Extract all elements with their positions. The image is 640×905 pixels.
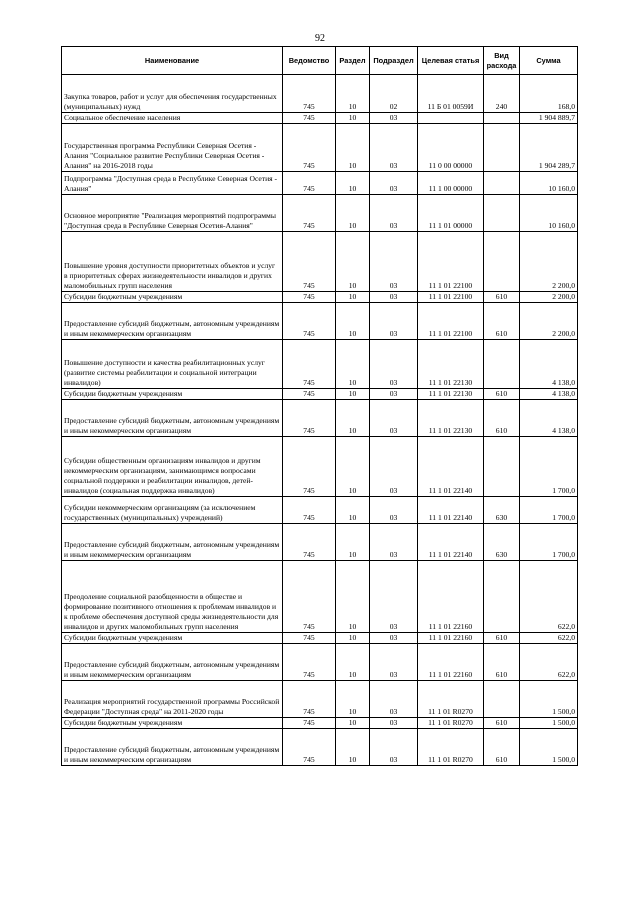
row-amount-cell: 2 200,0 xyxy=(520,292,578,303)
row-subsection-cell: 03 xyxy=(370,195,418,232)
row-target-article-cell: 11 1 01 R0270 xyxy=(418,681,484,718)
table-row xyxy=(62,292,578,303)
row-section-cell: 10 xyxy=(336,644,370,681)
row-section-cell: 10 xyxy=(336,729,370,766)
row-department-cell: 745 xyxy=(283,633,336,644)
row-target-article-cell: 11 1 01 22130 xyxy=(418,389,484,400)
row-expense-type-cell: 610 xyxy=(484,633,520,644)
row-subsection-cell: 03 xyxy=(370,389,418,400)
row-section-cell: 10 xyxy=(336,232,370,292)
row-section-cell: 10 xyxy=(336,389,370,400)
row-amount-cell: 10 160,0 xyxy=(520,172,578,195)
row-name-cell: Предоставление субсидий бюджетным, автономным учреждениям и иным некоммерческим организациям xyxy=(62,729,283,766)
table-row xyxy=(62,524,578,561)
table-row xyxy=(62,113,578,124)
row-expense-type-cell: 240 xyxy=(484,75,520,113)
row-department-cell: 745 xyxy=(283,340,336,389)
table-row xyxy=(62,497,578,524)
row-name-cell: Закупка товаров, работ и услуг для обеспечения государственных (муниципальных) нужд xyxy=(62,75,283,113)
row-expense-type-cell xyxy=(484,340,520,389)
row-name-cell: Субсидии некоммерческим организациям (за исключением государственных (муниципальных) учреждений) xyxy=(62,497,283,524)
row-department-cell: 745 xyxy=(283,232,336,292)
row-target-article-cell: 11 1 01 22140 xyxy=(418,524,484,561)
row-department-cell: 745 xyxy=(283,195,336,232)
table-header-row xyxy=(62,47,578,75)
row-amount-cell: 10 160,0 xyxy=(520,195,578,232)
row-section-cell: 10 xyxy=(336,172,370,195)
row-amount-cell: 1 904 289,7 xyxy=(520,124,578,172)
row-section-cell: 10 xyxy=(336,303,370,340)
row-expense-type-cell xyxy=(484,172,520,195)
row-amount-cell: 168,0 xyxy=(520,75,578,113)
row-name-cell: Реализация мероприятий государственной программы Российской Федерации "Доступная среда" на 2011-2020 годы xyxy=(62,681,283,718)
row-amount-cell: 1 700,0 xyxy=(520,497,578,524)
row-subsection-cell: 03 xyxy=(370,303,418,340)
row-section-cell: 10 xyxy=(336,437,370,497)
row-subsection-cell: 03 xyxy=(370,633,418,644)
row-department-cell: 745 xyxy=(283,644,336,681)
row-name-cell: Предоставление субсидий бюджетным, автономным учреждениям и иным некоммерческим организациям xyxy=(62,303,283,340)
row-name-cell: Субсидии бюджетным учреждениям xyxy=(62,633,283,644)
row-name-cell: Субсидии бюджетным учреждениям xyxy=(62,389,283,400)
row-section-cell: 10 xyxy=(336,400,370,437)
row-department-cell: 745 xyxy=(283,113,336,124)
row-department-cell: 745 xyxy=(283,437,336,497)
row-department-cell: 745 xyxy=(283,75,336,113)
row-subsection-cell: 03 xyxy=(370,172,418,195)
row-section-cell: 10 xyxy=(336,195,370,232)
row-name-cell: Повышение уровня доступности приоритетных объектов и услуг в приоритетных сферах жизнедеятельности инвалидов и других маломобильных групп населения xyxy=(62,232,283,292)
row-amount-cell: 1 500,0 xyxy=(520,681,578,718)
row-expense-type-cell: 610 xyxy=(484,644,520,681)
row-target-article-cell: 11 1 01 R0270 xyxy=(418,729,484,766)
row-name-cell: Государственная программа Республики Северная Осетия - Алания "Социальное развитие Республики Северная Осетия - Алания" на 2016-2018 годы xyxy=(62,124,283,172)
row-subsection-cell: 03 xyxy=(370,340,418,389)
table-row xyxy=(62,124,578,172)
table-row xyxy=(62,437,578,497)
row-section-cell: 10 xyxy=(336,524,370,561)
row-expense-type-cell: 630 xyxy=(484,524,520,561)
row-expense-type-cell xyxy=(484,232,520,292)
row-amount-cell: 622,0 xyxy=(520,561,578,633)
row-name-cell: Предоставление субсидий бюджетным, автономным учреждениям и иным некоммерческим организациям xyxy=(62,644,283,681)
row-section-cell: 10 xyxy=(336,292,370,303)
row-department-cell: 745 xyxy=(283,681,336,718)
row-subsection-cell: 03 xyxy=(370,644,418,681)
row-target-article-cell: 11 1 01 22100 xyxy=(418,303,484,340)
row-expense-type-cell: 610 xyxy=(484,400,520,437)
row-target-article-cell: 11 1 01 22130 xyxy=(418,340,484,389)
row-target-article-cell: 11 1 01 22130 xyxy=(418,400,484,437)
row-department-cell: 745 xyxy=(283,292,336,303)
row-department-cell: 745 xyxy=(283,303,336,340)
row-amount-cell: 2 200,0 xyxy=(520,303,578,340)
column-header-expense-type: Вид расхода xyxy=(484,47,520,75)
row-subsection-cell: 03 xyxy=(370,524,418,561)
row-section-cell: 10 xyxy=(336,633,370,644)
row-target-article-cell: 11 1 01 22160 xyxy=(418,633,484,644)
column-header-name: Наименование xyxy=(62,47,283,75)
row-amount-cell: 4 138,0 xyxy=(520,400,578,437)
row-expense-type-cell xyxy=(484,681,520,718)
row-department-cell: 745 xyxy=(283,124,336,172)
table-row xyxy=(62,172,578,195)
row-name-cell: Субсидии бюджетным учреждениям xyxy=(62,292,283,303)
row-expense-type-cell: 610 xyxy=(484,389,520,400)
row-subsection-cell: 03 xyxy=(370,400,418,437)
row-subsection-cell: 03 xyxy=(370,497,418,524)
row-name-cell: Субсидии бюджетным учреждениям xyxy=(62,718,283,729)
table-row xyxy=(62,232,578,292)
row-section-cell: 10 xyxy=(336,113,370,124)
row-expense-type-cell: 610 xyxy=(484,729,520,766)
row-subsection-cell: 03 xyxy=(370,113,418,124)
row-amount-cell: 622,0 xyxy=(520,644,578,681)
row-name-cell: Повышение доступности и качества реабилитационных услуг (развитие системы реабилитации и социальной интеграции инвалидов) xyxy=(62,340,283,389)
table-row xyxy=(62,633,578,644)
row-target-article-cell xyxy=(418,113,484,124)
column-header-department: Ведомство xyxy=(283,47,336,75)
row-target-article-cell: 11 1 01 22140 xyxy=(418,437,484,497)
row-name-cell: Субсидии общественным организациям инвалидов и другим некоммерческим организациям, занимающимся вопросами социальной поддержки и реабилитации инвалидов, детей-инвалидов (социальная поддержка инвалидов) xyxy=(62,437,283,497)
row-department-cell: 745 xyxy=(283,497,336,524)
table-row xyxy=(62,303,578,340)
row-subsection-cell: 03 xyxy=(370,561,418,633)
row-expense-type-cell: 610 xyxy=(484,718,520,729)
row-section-cell: 10 xyxy=(336,681,370,718)
row-expense-type-cell: 610 xyxy=(484,292,520,303)
table-row xyxy=(62,718,578,729)
row-subsection-cell: 03 xyxy=(370,681,418,718)
column-header-subsection: Подраздел xyxy=(370,47,418,75)
column-header-section: Раздел xyxy=(336,47,370,75)
row-name-cell: Преодоление социальной разобщенности в обществе и формирование позитивного отношения к проблемам инвалидов и к проблеме обеспечения доступной среды жизнедеятельности для инвалидов и других маломобильных групп населения xyxy=(62,561,283,633)
row-amount-cell: 4 138,0 xyxy=(520,340,578,389)
row-target-article-cell: 11 1 01 22100 xyxy=(418,292,484,303)
row-department-cell: 745 xyxy=(283,524,336,561)
row-target-article-cell: 11 1 01 22160 xyxy=(418,561,484,633)
table-body xyxy=(62,75,578,766)
row-target-article-cell: 11 1 01 22140 xyxy=(418,497,484,524)
row-expense-type-cell xyxy=(484,195,520,232)
budget-table xyxy=(61,46,578,766)
table-row xyxy=(62,729,578,766)
row-section-cell: 10 xyxy=(336,340,370,389)
row-subsection-cell: 02 xyxy=(370,75,418,113)
row-expense-type-cell xyxy=(484,437,520,497)
row-department-cell: 745 xyxy=(283,718,336,729)
row-subsection-cell: 03 xyxy=(370,292,418,303)
row-amount-cell: 1 700,0 xyxy=(520,437,578,497)
row-subsection-cell: 03 xyxy=(370,718,418,729)
row-amount-cell: 1 700,0 xyxy=(520,524,578,561)
table-row xyxy=(62,644,578,681)
row-subsection-cell: 03 xyxy=(370,729,418,766)
row-subsection-cell: 03 xyxy=(370,232,418,292)
row-expense-type-cell xyxy=(484,561,520,633)
table-row xyxy=(62,681,578,718)
row-target-article-cell: 11 1 01 R0270 xyxy=(418,718,484,729)
row-section-cell: 10 xyxy=(336,75,370,113)
row-amount-cell: 1 500,0 xyxy=(520,718,578,729)
row-department-cell: 745 xyxy=(283,561,336,633)
row-target-article-cell: 11 1 01 00000 xyxy=(418,195,484,232)
row-expense-type-cell xyxy=(484,124,520,172)
row-name-cell: Предоставление субсидий бюджетным, автономным учреждениям и иным некоммерческим организациям xyxy=(62,400,283,437)
row-section-cell: 10 xyxy=(336,561,370,633)
column-header-target-article: Целевая статья xyxy=(418,47,484,75)
row-section-cell: 10 xyxy=(336,718,370,729)
table-row xyxy=(62,400,578,437)
row-expense-type-cell: 630 xyxy=(484,497,520,524)
row-department-cell: 745 xyxy=(283,729,336,766)
row-name-cell: Основное мероприятие "Реализация мероприятий подпрограммы "Доступная среда в Республике Северная Осетия-Алания" xyxy=(62,195,283,232)
row-department-cell: 745 xyxy=(283,389,336,400)
row-subsection-cell: 03 xyxy=(370,437,418,497)
row-target-article-cell: 11 Б 01 0059И xyxy=(418,75,484,113)
row-amount-cell: 2 200,0 xyxy=(520,232,578,292)
column-header-amount: Сумма xyxy=(520,47,578,75)
row-amount-cell: 1 500,0 xyxy=(520,729,578,766)
row-target-article-cell: 11 1 01 22100 xyxy=(418,232,484,292)
row-name-cell: Подпрограмма "Доступная среда в Республике Северная Осетия - Алания" xyxy=(62,172,283,195)
table-row xyxy=(62,75,578,113)
row-target-article-cell: 11 1 01 22160 xyxy=(418,644,484,681)
row-name-cell: Предоставление субсидий бюджетным, автономным учреждениям и иным некоммерческим организациям xyxy=(62,524,283,561)
table-row xyxy=(62,389,578,400)
row-name-cell: Социальное обеспечение населения xyxy=(62,113,283,124)
row-section-cell: 10 xyxy=(336,124,370,172)
row-expense-type-cell: 610 xyxy=(484,303,520,340)
row-target-article-cell: 11 1 00 00000 xyxy=(418,172,484,195)
row-subsection-cell: 03 xyxy=(370,124,418,172)
row-department-cell: 745 xyxy=(283,172,336,195)
table-row xyxy=(62,195,578,232)
row-section-cell: 10 xyxy=(336,497,370,524)
row-expense-type-cell xyxy=(484,113,520,124)
row-department-cell: 745 xyxy=(283,400,336,437)
row-amount-cell: 4 138,0 xyxy=(520,389,578,400)
table-row xyxy=(62,340,578,389)
row-target-article-cell: 11 0 00 00000 xyxy=(418,124,484,172)
row-amount-cell: 622,0 xyxy=(520,633,578,644)
row-amount-cell: 1 904 889,7 xyxy=(520,113,578,124)
page-number: 92 xyxy=(315,33,325,44)
table-row xyxy=(62,561,578,633)
